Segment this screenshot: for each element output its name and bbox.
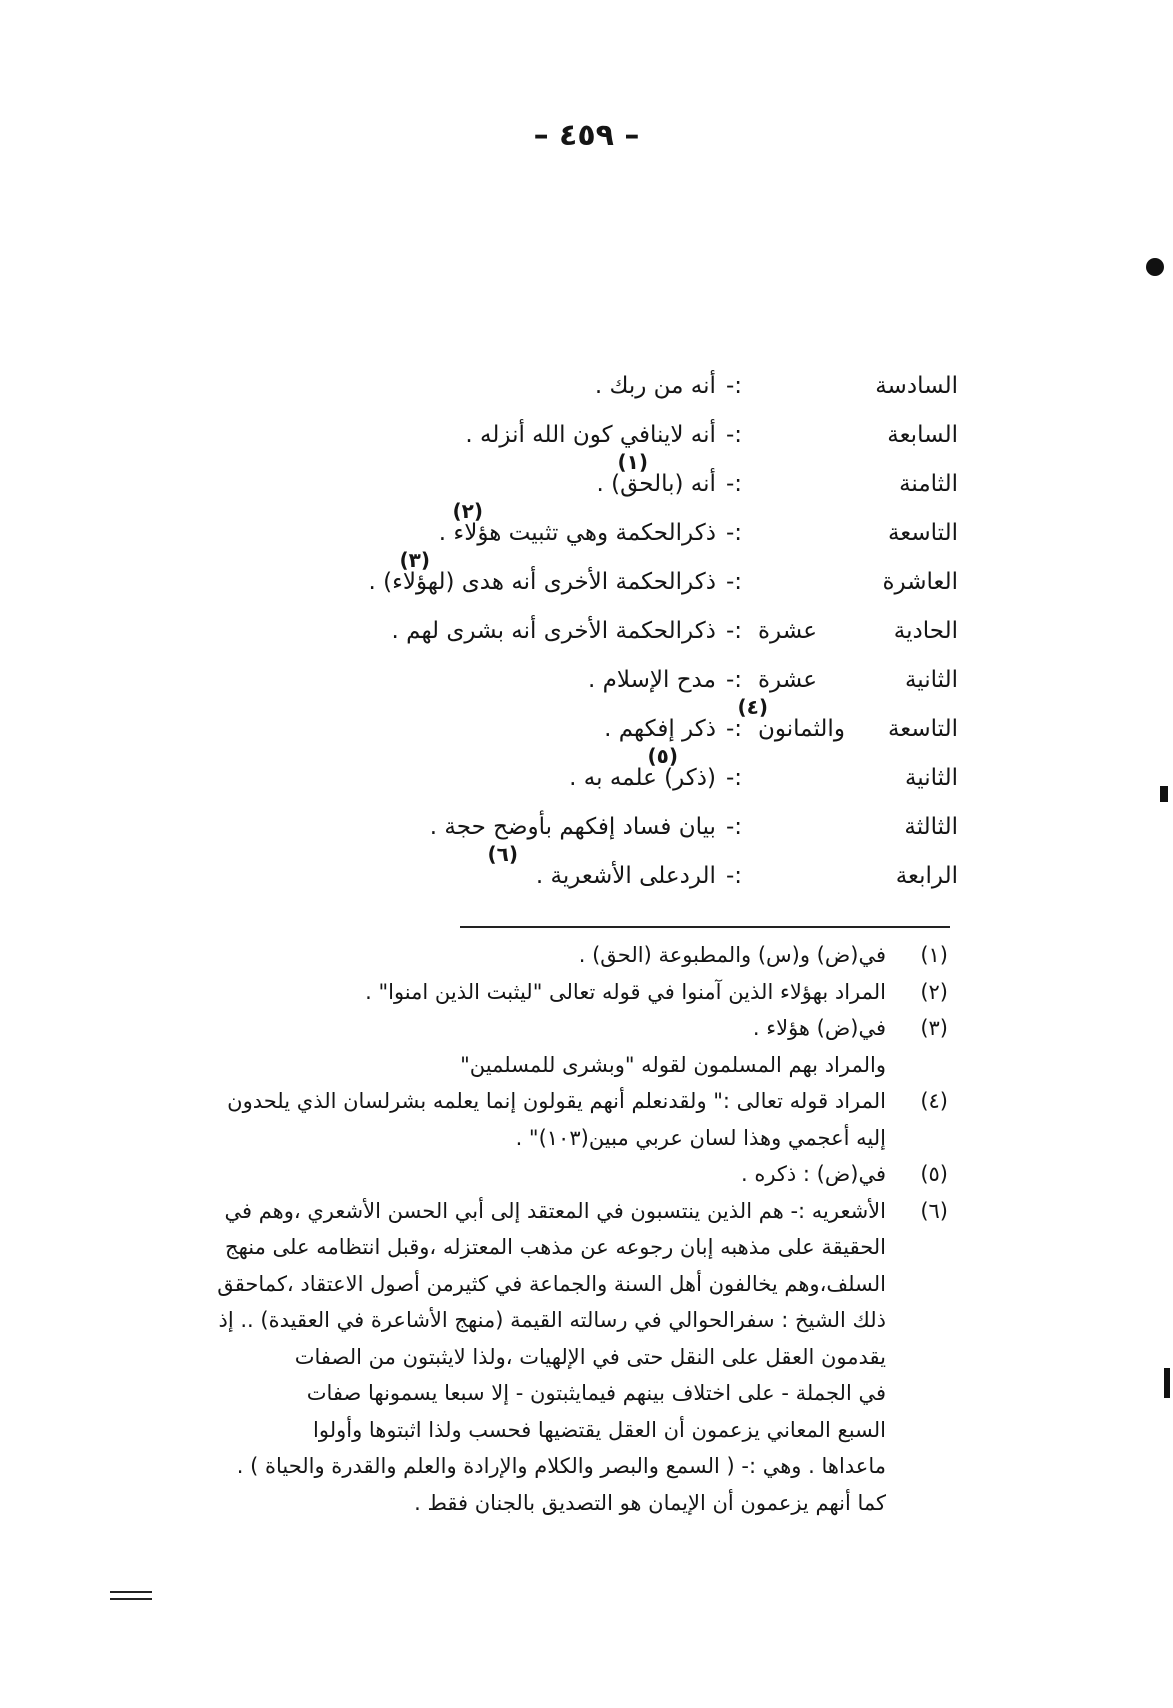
footnote xyxy=(80,974,948,1011)
footnote-line: المراد بهؤلاء الذين آمنوا في قوله تعالى "ليثبت الذين امنوا" . xyxy=(365,979,886,1004)
point-separator: :- xyxy=(725,373,742,399)
point-label: السادسة xyxy=(875,373,958,399)
point-separator: :- xyxy=(725,765,742,791)
point-label: الثانية xyxy=(904,765,958,791)
point-text: أنه من ربك . xyxy=(594,373,716,399)
point-text: الردعلى الأشعرية . xyxy=(535,863,716,889)
page-number: – ٤٥٩ – xyxy=(533,118,640,153)
point-label: التاسعة والثمانون xyxy=(758,716,958,742)
footnote xyxy=(80,937,948,974)
footnote-ref: (٤) xyxy=(737,695,768,719)
footnote-number: (٤) xyxy=(920,1089,948,1113)
point-text: ذكر إفكهم . xyxy=(604,716,716,742)
point-separator: :- xyxy=(725,667,742,693)
footnote-line: السلف،وهم يخالفون أهل السنة والجماعة في كثيرمن أصول الاعتقاد ،كماحقق xyxy=(217,1271,886,1296)
footnote-line: ماعداها . وهي :- ( السمع والبصر والكلام والإرادة والعلم والقدرة والحياة ) . xyxy=(236,1454,886,1478)
point-text: أنه (بالحق) . xyxy=(596,471,716,497)
footnote-line: في(ض) : ذكره . xyxy=(740,1162,886,1186)
point-item xyxy=(238,548,958,607)
point-label: السابعة xyxy=(887,422,958,448)
point-item xyxy=(238,656,958,705)
scan-mark xyxy=(1146,258,1164,276)
scan-mark xyxy=(1164,1368,1170,1398)
point-label: الثانية عشرة xyxy=(758,667,958,693)
points-list xyxy=(238,362,958,901)
footnote-line: في(ض) و(س) والمطبوعة (الحق) . xyxy=(578,943,886,967)
footnote-ref: (٣) xyxy=(399,548,430,572)
point-separator: :- xyxy=(725,863,742,889)
footnote-ref: (١) xyxy=(617,450,648,474)
footnote-line: كما أنهم يزعمون أن الإيمان هو التصديق بالجنان فقط . xyxy=(414,1490,886,1515)
point-text: بيان فساد إفكهم بأوضح حجة . xyxy=(429,814,716,840)
footnote xyxy=(80,1156,948,1193)
point-text: مدح الإسلام . xyxy=(588,667,716,693)
point-separator: :- xyxy=(725,422,742,448)
point-text: ذكرالحكمة الأخرى أنه بشرى لهم . xyxy=(391,618,716,644)
point-text: ذكرالحكمة وهي تثبيت هؤلاء . xyxy=(438,520,716,546)
footnote-line: إليه أعجمي وهذا لسان عربي مبين(١٠٣)" . xyxy=(515,1125,886,1150)
point-item xyxy=(238,744,958,803)
footnote xyxy=(80,1083,948,1156)
footnote-line: يقدمون العقل على النقل حتى في الإلهيات ،ولذا لايثبتون من الصفات xyxy=(294,1344,886,1369)
footnote-number: (٥) xyxy=(920,1162,948,1186)
point-label: التاسعة xyxy=(887,520,958,546)
footnote-ref: (٦) xyxy=(487,842,518,866)
point-separator: :- xyxy=(725,520,742,546)
point-item xyxy=(238,607,958,656)
point-label: العاشرة xyxy=(882,569,958,595)
footnote-number: (٦) xyxy=(920,1198,948,1223)
footnote-line: الحقيقة على مذهبه إبان رجوعه عن مذهب المعتزله ،وقبل انتظامه على منهج xyxy=(225,1235,886,1259)
end-mark xyxy=(110,1591,152,1605)
point-item xyxy=(238,695,958,754)
point-item xyxy=(238,803,958,852)
footnote-number: (٢) xyxy=(920,979,948,1004)
footnotes xyxy=(80,937,948,1521)
point-separator: :- xyxy=(725,814,742,840)
footnote xyxy=(80,1010,948,1083)
point-text: (ذكر) علمه به . xyxy=(569,765,716,791)
footnote-line: ذلك الشيخ : سفرالحوالي في رسالته القيمة (منهج الأشاعرة في العقيدة) .. إذ xyxy=(218,1308,886,1332)
footnote-line: في الجملة - على اختلاف بينهم فيمايثبتون - إلا سبعا يسمونها صفات xyxy=(306,1381,886,1405)
footnote-number: (٣) xyxy=(920,1016,948,1040)
point-item xyxy=(238,499,958,558)
footnote xyxy=(80,1193,948,1522)
point-item xyxy=(238,842,958,901)
point-text: ذكرالحكمة الأخرى أنه هدى (لهؤلاء) . xyxy=(368,569,716,595)
footnote-line: المراد قوله تعالى :" ولقدنعلم أنهم يقولون إنما يعلمه بشرلسان الذي يلحدون xyxy=(227,1089,886,1113)
footnote-divider xyxy=(460,926,950,928)
point-text: أنه لاينافي كون الله أنزله . xyxy=(465,422,716,448)
point-label: الرابعة xyxy=(895,863,958,889)
footnote-line: والمراد بهم المسلمون لقوله "وبشرى للمسلمين" xyxy=(460,1052,886,1077)
point-item xyxy=(238,362,958,411)
point-label: الثامنة xyxy=(899,471,958,497)
point-item xyxy=(238,411,958,460)
point-separator: :- xyxy=(725,618,742,644)
point-label: الثالثة xyxy=(904,814,958,840)
point-separator: :- xyxy=(725,716,742,742)
point-item xyxy=(238,450,958,509)
point-separator: :- xyxy=(725,569,742,595)
point-separator: :- xyxy=(725,471,742,497)
footnote-line: في(ض) هؤلاء . xyxy=(752,1016,886,1040)
footnote-number: (١) xyxy=(920,943,948,967)
footnote-ref: (٢) xyxy=(452,499,483,523)
footnote-ref: (٥) xyxy=(647,744,678,768)
footnote-line: الأشعريه :- هم الذين ينتسبون في المعتقد إلى أبي الحسن الأشعري ،وهم في xyxy=(224,1198,886,1223)
scan-mark xyxy=(1160,786,1168,802)
point-label: الحادية عشرة xyxy=(758,618,958,644)
footnote-line: السبع المعاني يزعمون أن العقل يقتضيها فحسب ولذا اثبتوها وأولوا xyxy=(313,1417,886,1442)
